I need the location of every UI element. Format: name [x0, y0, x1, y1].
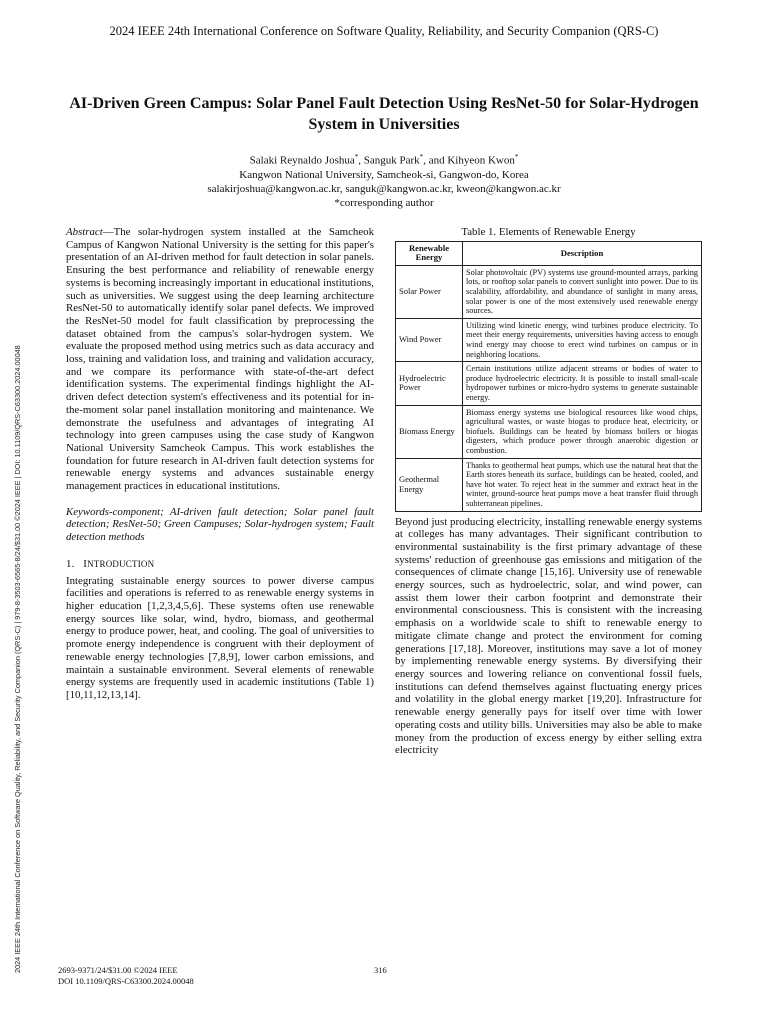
right-body-paragraph: Beyond just producing electricity, installing renewable energy systems at colleges has many advantages. Their significant contribution to environmental sustainability is the first primary advantage of these systems' reduction of greenhouse gas emissions and mitigation of the consequences of climate change [15,16]. University use of renewable energy sources, such as hydroelectric, solar, and wind power, can assist them lower their carbon footprint and demonstrate their environmental consciousness. This is consistent with the increasing emphasis on a worldwide scale to shift to renewable energy to mitigate climate change and protect the environment for coming generations [17,18]. Moreover, institutions may save a lot of money by implementing renewable energy systems. By diversifying their energy sources and lowering reliance on conventional fossil fuels, institutions can defend themselves against fluctuating energy prices and volatility in the global energy market [19,20]. Infrastructure for renewable energy generally pays for itself over time with lower operating costs and utility bills. Universities may also be able to make money from the production of excess energy by either selling extra electricity [395, 515, 702, 757]
author-2: Sanguk Park [363, 154, 420, 167]
footer-doi: DOI 10.1109/QRS-C63300.2024.00048 [58, 976, 194, 986]
table-row [396, 265, 702, 318]
affiliation: Kangwon National University, Samcheok-si, Gangwon-do, Korea [239, 168, 529, 181]
table-cell-energy: Hydroelectric Power [396, 362, 463, 405]
table-cell-description: Utilizing wind kinetic energy, wind turbines produce electricity. To meet their energy requirements, universities having access to enough wind energy may choose to erect wind turbines on campus or in neighboring locations. [463, 318, 702, 361]
author-separator-2: , [423, 154, 429, 167]
section-title-initial: I [83, 557, 88, 570]
abstract-label: Abstract [66, 226, 103, 238]
left-column [66, 226, 374, 702]
introduction-paragraph: Integrating sustainable energy sources to power diverse campus facilities and operations is referred to as renewable energy systems in higher education [1,2,3,4,5,6]. These systems often use renewable energy sources like solar, wind, hydro, biomass, and geothermal energy to produce power, heat, and cooling. The goal of universities to promote energy independence is congruent with their deployment of renewable energy technologies [7,8,9], lower carbon emissions, and maintain a sustainable environment. Several elements of renewable energy systems are frequently used in academic institutions (Table 1) [10,11,12,13,14]. [66, 574, 374, 701]
abstract-text: The solar-hydrogen system installed at the Samcheok Campus of Kangwon National University is the setting for this paper's presentation of an AI-driven method for fault detection in solar panels. Ensuring the best performance and reliability of renewable energy systems is becoming increasingly important in educational institutions, such as universities. We suggest using the deep learning architecture ResNet-50 to automatically identify solar panel defects. We improved the ResNet-50 model for fault classification by preprocessing the dataset obtained from the campus's solar-hydrogen system. We evaluate the proposed method using metrics such as data accuracy and loss, training and validation loss, and training and validation accuracy, and we compare its performance with state-of-the-art defect identification systems. The experimental findings highlight the AI-driven defect detection system's effectiveness and its potential for in-the-moment solar panel installation monitoring and maintenance. We demonstrate the usefulness and advantages of integrating AI technology into green campuses using the case study of Kangwon National University Samcheok Campus. This work establishes the foundation for future research in AI-driven fault detection systems for renewable energy systems and advances sustainable energy management practices in educational institutions. [66, 226, 374, 493]
table-header-energy: Renewable Energy [396, 241, 463, 265]
section-title-rest: NTRODUCTION [87, 558, 155, 569]
table-cell-energy: Solar Power [396, 265, 463, 318]
section-heading-introduction [66, 558, 374, 571]
table-header-row [396, 241, 702, 265]
footer-issn: 2693-9371/24/$31.00 ©2024 IEEE [58, 965, 178, 975]
corresponding-author-note: *corresponding author [334, 196, 434, 209]
author-1: Salaki Reynaldo Joshua [249, 154, 355, 167]
side-metadata-text: 2024 IEEE 24th International Conference on Software Quality, Reliability, and Security Companion (QRS-C) | 979-8-3503-6565-8/24/$31.00 ©2024 IEEE | DOI: 10.1109/QRS-C63300.2024.00048 [13, 345, 22, 973]
table-cell-description: Solar photovoltaic (PV) systems use ground-mounted arrays, parking lots, or rooftop solar panels to convert sunlight into power. Due to its scalability, affordability, and abundance of sunlight in many areas, solar power is one of the most extensively used renewable energy sources. [463, 265, 702, 318]
table-cell-energy: Geothermal Energy [396, 458, 463, 511]
table-row [396, 318, 702, 361]
table-cell-description: Certain institutions utilize adjacent streams or bodies of water to produce hydroelectric electricity. It is possible to install small-scale hydropower turbines or micro-hydro systems to generate sustainable energy. [463, 362, 702, 405]
table-row [396, 458, 702, 511]
table-cell-energy: Biomass Energy [396, 405, 463, 458]
author-separator-1: , [358, 154, 364, 167]
paper-title: AI-Driven Green Campus: Solar Panel Fault Detection Using ResNet-50 for Solar-Hydrogen System in Universities [69, 95, 699, 133]
author-block [100, 150, 668, 210]
page-number: 316 [374, 965, 387, 975]
section-number: 1. [66, 557, 75, 570]
corresponding-mark-1: * [354, 153, 359, 161]
table-cell-description: Biomass energy systems use biological resources like wood chips, agricultural wastes, or waste biogas to produce heat, electricity, or biofuels. Buildings can be heated by biomass boilers or biogas digesters, which produce power through anaerobic digestion or combustion. [463, 405, 702, 458]
right-column [395, 226, 702, 757]
renewable-energy-table [395, 241, 702, 512]
corresponding-mark-2: * [419, 153, 424, 161]
table-row [396, 362, 702, 405]
table-cell-energy: Wind Power [396, 318, 463, 361]
abstract [66, 226, 374, 493]
abstract-dash: — [102, 226, 114, 238]
footer-left [58, 965, 194, 987]
table-cell-description: Thanks to geothermal heat pumps, which use the natural heat that the Earth stores beneath its surface, buildings can be heated, cooled, and have hot water. To reject heat in the summer and extract heat in the winter, ground-source heat pumps move a heat transfer fluid through subterranean pipelines. [463, 458, 702, 511]
keywords: Keywords-component; AI-driven fault detection; Solar panel fault detection; ResNet-50; Green Campuses; Solar-hydrogen system; Fault detection methods [66, 505, 374, 544]
author-emails: salakirjoshua@kangwon.ac.kr, sanguk@kangwon.ac.kr, kweon@kangwon.ac.kr [207, 182, 561, 195]
author-names [100, 150, 668, 168]
corresponding-mark-3: * [514, 153, 519, 161]
conference-header: 2024 IEEE 24th International Conference on Software Quality, Reliability, and Security Companion (QRS-C) [109, 24, 659, 38]
table-caption: Table 1. Elements of Renewable Energy [461, 226, 636, 238]
author-3: and Kihyeon Kwon [428, 154, 515, 167]
table-header-description: Description [463, 241, 702, 265]
table-row [396, 405, 702, 458]
